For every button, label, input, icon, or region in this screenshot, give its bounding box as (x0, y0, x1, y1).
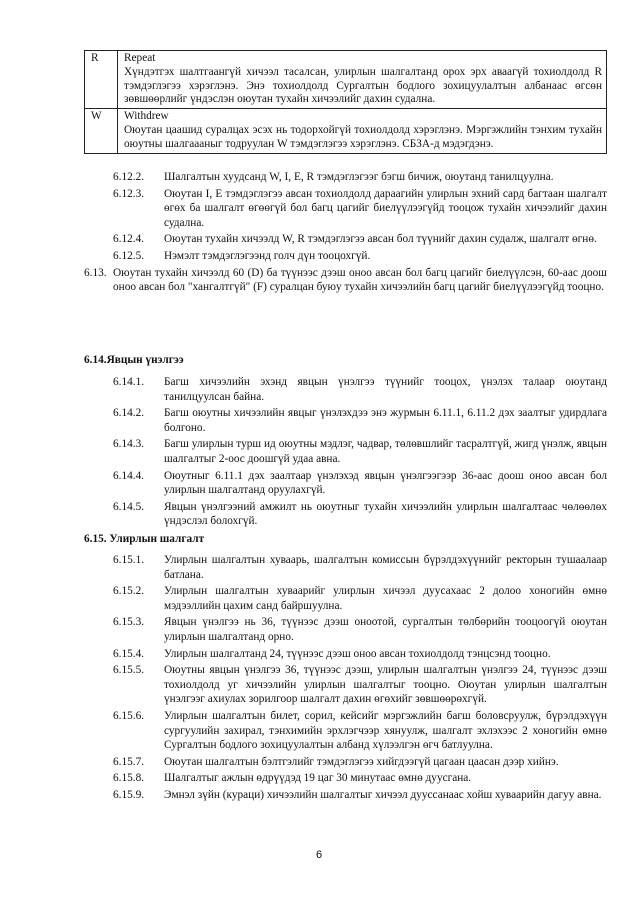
list-item (113, 469, 607, 498)
item-text: Явцын үнэлгээ нь 36, түүнээс дээш оноотой, сургалтын төлбөрийн тооцоогүй оюутан улирлын шалгалтанд орно. (164, 616, 607, 643)
item-text: Нэмэлт тэмдэглэгээнд голч дүн тооцохгүй. (164, 249, 371, 262)
item-number: 6.14.5. (113, 500, 145, 513)
item-number: 6.15.3. (113, 616, 145, 629)
item-text: Шалгалтыг ажлын өдрүүдэд 19 цаг 30 минутаас өмнө дуусгана. (164, 772, 472, 785)
item-text: Оюутныг 6.11.1 дэх заалтаар үнэлэхэд явцын үнэлгээгээр 36-аас доош оноо авсан бол улирлын шалгалтанд оруулахгүй. (164, 469, 607, 497)
item-text: Оюутан I, E тэмдэглэгээ авсан тохиолдолд дараагийн улирлын эхний сард багтаан шалгалт өгөх ба шалгалт өгөөгүй бол багц цагийг биелүүлээгүйд тооцож тухайн хичээлийг дахин судална. (164, 187, 607, 229)
section-6-12-list (0, 170, 638, 295)
item-text: Эмнэл зүйн (кураци) хичээлийн шалгалтыг хичээл дууссанаас хойш хуваарийн дагуу авна. (164, 788, 602, 801)
item-number: 6.14.4. (113, 469, 145, 482)
item-number: 6.15.4. (113, 647, 145, 660)
list-item (113, 709, 607, 753)
section-6-15-list (0, 553, 638, 803)
item-text: Оюутан тухайн хичээлд 60 (D) ба түүнээс дээш оноо авсан бол багц цагийг биелүүлсэн, 60-аас доош оноо авсан бол "хангалтгүй" (F) суралцан буюу тухайн хичээлийн багц цагийг биелүүлээгүйд тооцно. (113, 266, 607, 294)
section-heading: 6.14.Явцын үнэлгээ (84, 354, 184, 366)
code-description: Хүндэтгэх шалтгаангүй хичээл тасалсан, улирлын шалгалтанд орох эрх аваагүй тохиолдолд R тэмдэглэгээ хэрэглэнэ. Энэ тохиолдолд Сургалтын бодлого зохицуулалтын албанаас өгсөн зөвшөөрлийг үндэслэн оюутан тухайн хичээлийг дахин судална. (124, 65, 602, 106)
list-item (113, 232, 607, 247)
list-item (113, 406, 607, 435)
item-text: Шалгалтын хуудсанд W, I, E, R тэмдэглэгээг бэгш бичиж, оюутанд танилцуулна. (164, 171, 554, 183)
item-text: Багш оюутны хичээлийн явцыг үнэлэхдээ энэ журмын 6.11.1, 6.11.2 дэх заалтыг удирдлага болгоно. (164, 407, 607, 434)
item-number: 6.15.1. (113, 554, 145, 566)
item-text: Явцын үнэлгээний амжилт нь оюутныг тухайн хичээлийн улирлын шалгалтаас чөлөөлөх үндэслэл болохгүй. (164, 500, 607, 528)
item-number: 6.12.5. (113, 249, 145, 262)
list-item (84, 266, 607, 295)
code-description: Оюутан цаашид суралцах эсэх нь тодорхойгүй тохиолдолд хэрэглэнэ. Мэргэжлийн тэнхим тухайн оюутны шалгаааныг тодруулан W тэмдэглэгээ хэрэглэнэ. СБЗА-д мэдэгдэнэ. (124, 123, 602, 150)
list-item (113, 584, 607, 613)
grade-codes-table (84, 50, 607, 154)
item-number: 6.15.7. (113, 755, 145, 768)
list-item (113, 788, 607, 803)
item-text: Оюутны явцын үнэлгээ 36, түүнээс дээш, улирлын шалгалтын үнэлгээ 24, түүнээс дээш тохиолдолд уг хичээлийн улирлын шалгалтыг тооцно. Оюутан улирлын шалгалтын үнэлгээг ахиулах зорилгоор шалгалт дахин өгөхийг зөвшөөрөхгүй. (164, 664, 607, 706)
code-title: Withdrew (124, 110, 169, 123)
item-text: Улирлын шалгалтын хуваарийг улирлын хичээл дуусахаас 2 долоо хоногийн өмнө мэдээллийн цахим санд байршуулна. (164, 585, 607, 612)
description-cell (118, 109, 607, 153)
item-number: 6.12.2. (113, 171, 145, 183)
item-number: 6.15.6. (113, 709, 145, 722)
list-item (113, 375, 607, 404)
section-6-14-list (0, 375, 638, 529)
item-text: Оюутан шалгалтын бэлтгэлийг тэмдэглэгээ хийгдээгүй цагаан цаасан дээр хийнэ. (164, 755, 559, 768)
item-number: 6.15.8. (113, 772, 145, 785)
list-item (113, 437, 607, 466)
list-item (113, 500, 607, 529)
list-item (113, 187, 607, 231)
table-row (85, 51, 607, 109)
item-number: 6.15.5. (113, 664, 145, 677)
section-heading: 6.15. Улирлын шалгалт (84, 533, 205, 545)
list-item (113, 755, 607, 770)
list-item (113, 771, 607, 786)
item-number: 6.13. (84, 266, 107, 279)
item-text: Багш улирлын турш ид оюутны мэдлэг, чадвар, төлөвшлийг тасралтгүй, жигд үнэлж, явцын шалгалтыг 2-оос доошгүй удаа авна. (164, 438, 607, 465)
item-number: 6.15.9. (113, 788, 145, 801)
item-number: 6.12.4. (113, 233, 145, 246)
item-number: 6.14.1. (113, 376, 145, 388)
item-text: Улирлын шалгалтанд 24, түүнээс дээш оноо авсан тохиолдолд тэнцсэнд тооцно. (164, 647, 551, 660)
item-text: Улирлын шалгалтын билет, сорил, кейсийг мэргэжлийн багш боловсруулж, бүрэлдэхүүн сургуулийн захирал, тэнхимийн эрхлэгчээр хянуулж, шалгалт эхлэхээс 2 хоногийн өмнө Сургалтын бодлого зохицуулалтын албанд хүлээлгэн өгч батлуулна. (164, 709, 607, 752)
list-item (113, 249, 607, 264)
item-number: 6.14.2. (113, 407, 145, 420)
item-text: Багш хичээлийн эхэнд явцын үнэлгээ түүнийг тооцох, үнэлэх талаар оюутанд танилцуулсан байна. (164, 376, 607, 403)
page-number: 6 (315, 849, 323, 861)
item-number: 6.14.3. (113, 438, 145, 451)
item-text: Оюутан тухайн хичээлд W, R тэмдэглэгээ авсан бол түүнийг дахин судалж, шалгалт өгнө. (164, 233, 597, 246)
item-text: Улирлын шалгалтын хуваарь, шалгалтын комиссын бүрэлдэхүүнийг ректорын тушаалаар батлана. (164, 554, 607, 581)
item-number: 6.15.2. (113, 585, 145, 598)
list-item (113, 663, 607, 707)
list-item (113, 615, 607, 644)
code-cell: W (85, 109, 118, 153)
table-row (85, 109, 607, 153)
list-item (113, 647, 607, 662)
code-title: Repeat (124, 52, 156, 64)
description-cell (118, 51, 607, 109)
list-item (113, 170, 607, 185)
list-item (113, 553, 607, 582)
item-number: 6.12.3. (113, 187, 145, 200)
code-cell: R (85, 51, 118, 109)
